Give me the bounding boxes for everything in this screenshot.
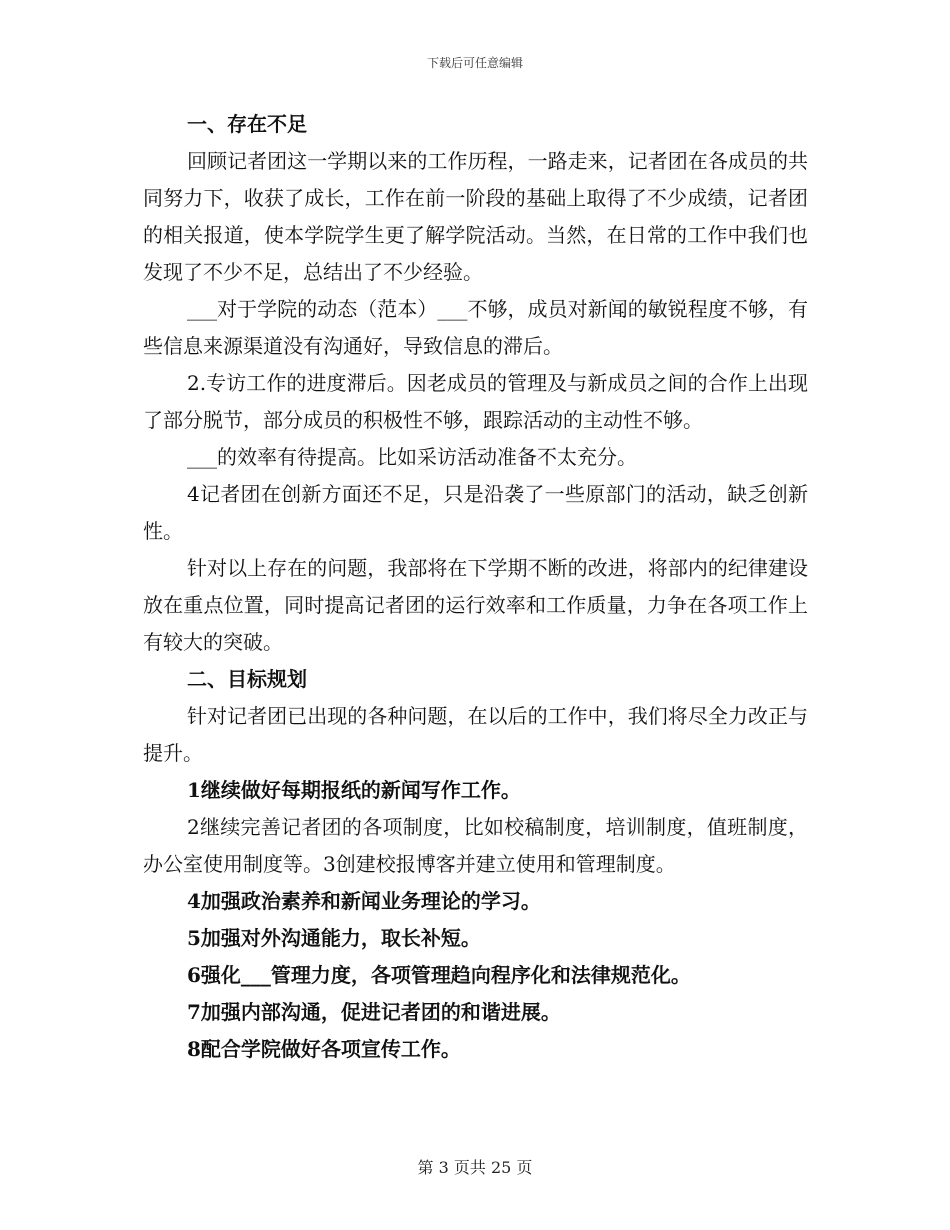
goal-item-7: 7加强内部沟通，促进记者团的和谐进展。	[187, 1000, 561, 1024]
paragraph-review: 回顾记者团这一学期以来的工作历程，一路走来，记者团在各成员的共同努力下，收获了成长，工作在前一阶段的基础上取得了不少成绩，记者团的相关报道，使本学院学生更了解学院活动。当然，在日常的工作中我们也发现了不少不足，总结出了不少经验。	[143, 149, 808, 284]
paragraph-item-2: 2.专访工作的进度滞后。因老成员的管理及与新成员之间的合作上出现了部分脱节，部分成员的积极性不够，跟踪活动的主动性不够。	[143, 371, 808, 432]
paragraph-item-1: ___对于学院的动态（范本）___不够，成员对新闻的敏锐程度不够，有些信息来源渠道没有沟通好，导致信息的滞后。	[143, 297, 808, 358]
goal-item-1: 1继续做好每期报纸的新闻写作工作。	[187, 778, 521, 802]
page-footer: 第 3 页共 25 页	[417, 1158, 533, 1177]
document-body	[143, 106, 808, 1068]
paragraph-goals-intro: 针对记者团已出现的各种问题，在以后的工作中，我们将尽全力改正与提升。	[143, 704, 808, 765]
goal-item-5: 5加强对外沟通能力，取长补短。	[187, 926, 481, 950]
goal-item-8: 8配合学院做好各项宣传工作。	[187, 1037, 461, 1061]
section-heading-deficiencies: 一、存在不足	[187, 112, 307, 136]
goal-item-6: 6强化___管理力度，各项管理趋向程序化和法律规范化。	[187, 963, 691, 987]
paragraph-item-4: 4记者团在创新方面还不足，只是沿袭了一些原部门的活动，缺乏创新性。	[143, 482, 808, 543]
goal-item-4: 4加强政治素养和新闻业务理论的学习。	[187, 889, 541, 913]
section-heading-goals: 二、目标规划	[187, 667, 307, 691]
goal-item-2-3: 2继续完善记者团的各项制度，比如校稿制度，培训制度，值班制度，办公室使用制度等。3创建校报博客并建立使用和管理制度。	[143, 815, 808, 876]
header-note: 下载后可任意编辑	[426, 56, 523, 70]
paragraph-improvement: 针对以上存在的问题，我部将在下学期不断的改进，将部内的纪律建设放在重点位置，同时提高记者团的运行效率和工作质量，力争在各项工作上有较大的突破。	[143, 556, 808, 654]
paragraph-item-3: ___的效率有待提高。比如采访活动准备不太充分。	[187, 445, 637, 469]
